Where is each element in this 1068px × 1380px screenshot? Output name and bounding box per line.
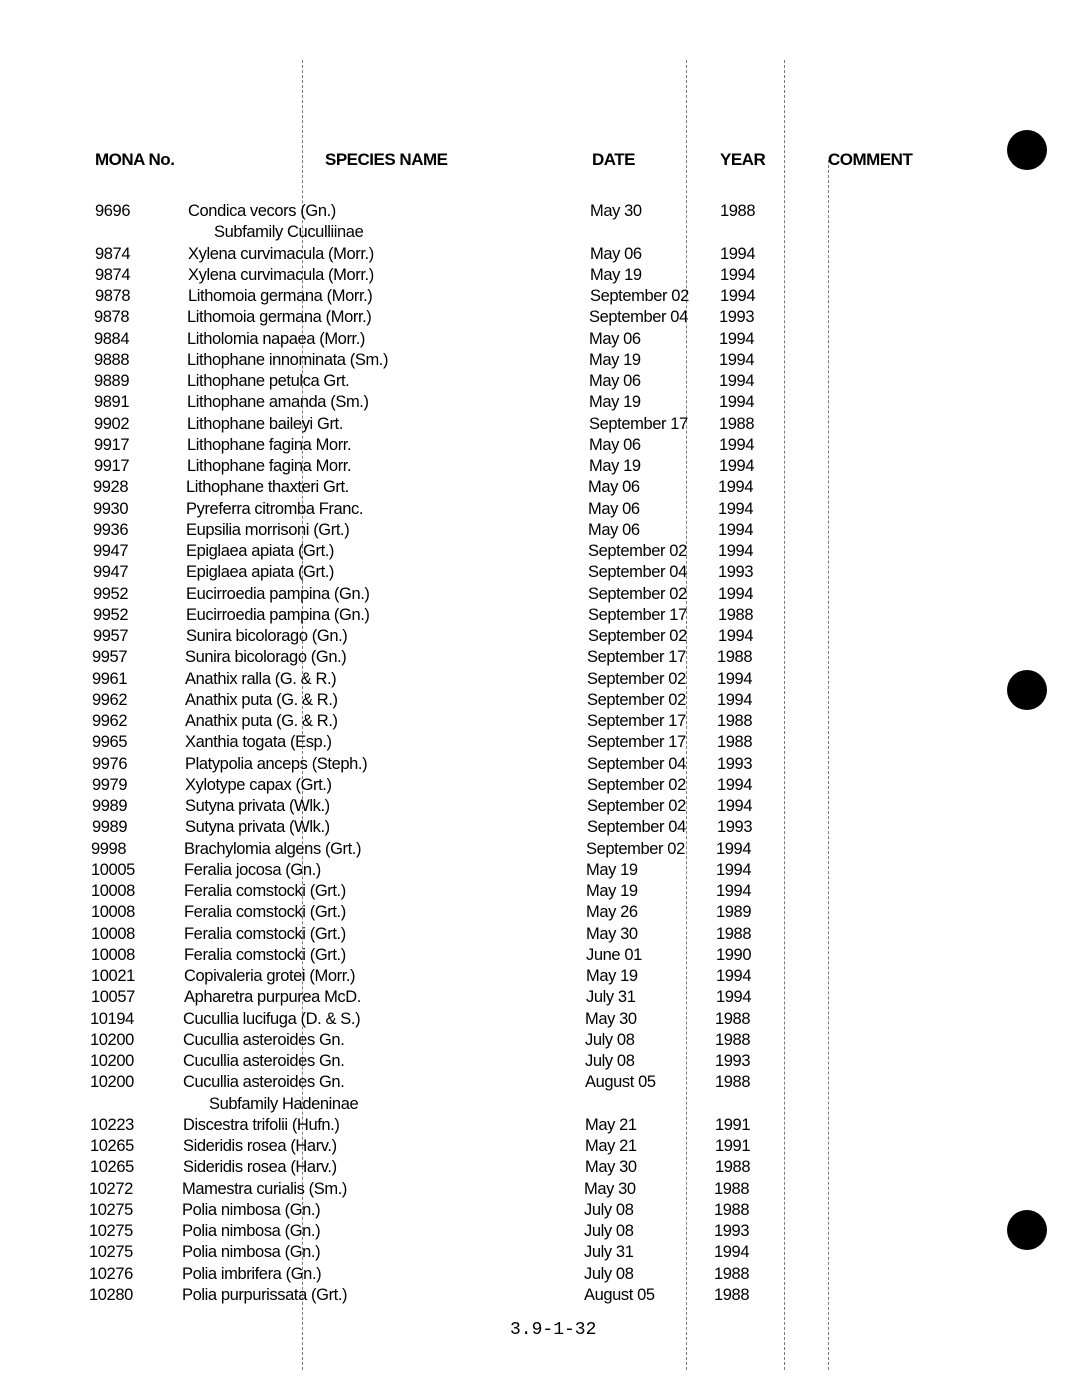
species-name: Feralia comstocki (Grt.) (184, 924, 346, 943)
species-name: Eucirroedia pampina (Gn.) (186, 584, 370, 603)
mona-number: 10276 (89, 1264, 133, 1283)
record-year: 1993 (718, 563, 754, 582)
table-row (0, 393, 1067, 415)
mona-number: 10265 (90, 1137, 134, 1155)
record-year: 1988 (714, 1264, 750, 1283)
record-year: 1991 (715, 1115, 751, 1134)
table-row (0, 1137, 1063, 1159)
table-row (0, 755, 1065, 777)
table-row (0, 1201, 1062, 1223)
record-year: 1993 (715, 1052, 751, 1070)
record-year: 1988 (714, 1200, 750, 1219)
record-year: 1994 (716, 882, 752, 900)
mona-number: 9930 (93, 499, 129, 518)
record-year: 1988 (717, 712, 753, 730)
record-date: May 19 (586, 860, 638, 879)
table-row (0, 1158, 1063, 1180)
mona-number: 10005 (91, 860, 135, 879)
species-name: Xylena curvimacula (Morr.) (188, 265, 374, 284)
table-row (0, 202, 1068, 224)
mona-number: 9962 (92, 690, 128, 709)
mona-number: 10008 (91, 945, 135, 964)
record-date: September 04 (587, 818, 686, 837)
mona-number: 9936 (93, 520, 129, 539)
species-name: Cucullia asteroides Gn. (183, 1030, 345, 1049)
species-name: Lithophane thaxteri Grt. (186, 478, 349, 497)
species-name: Discestra trifolii (Hufn.) (183, 1115, 340, 1134)
record-date: September 17 (587, 733, 686, 752)
table-row (0, 903, 1064, 925)
record-year: 1994 (717, 690, 753, 709)
record-date: May 21 (585, 1115, 637, 1134)
mona-number: 9965 (92, 733, 128, 752)
record-date: May 06 (590, 244, 642, 263)
record-year: 1988 (719, 414, 755, 433)
mona-number: 9998 (91, 839, 127, 858)
record-date: May 30 (584, 1179, 636, 1198)
mona-number: 10200 (90, 1030, 134, 1049)
table-row (0, 840, 1064, 862)
record-year: 1993 (719, 308, 755, 327)
species-name: Eucirroedia pampina (Gn.) (186, 605, 370, 624)
record-date: July 08 (584, 1264, 634, 1283)
mona-number: 9696 (95, 202, 131, 220)
record-date: September 17 (588, 605, 687, 624)
record-year: 1989 (716, 903, 752, 922)
mona-number: 10008 (91, 903, 135, 922)
mona-number: 10008 (91, 882, 135, 900)
record-date: September 04 (587, 754, 686, 773)
header-year: YEAR (720, 150, 766, 169)
species-name: Apharetra purpurea McD. (184, 988, 361, 1007)
mona-number: 9957 (92, 648, 128, 667)
species-name: Lithophane innominata (Sm.) (187, 350, 389, 369)
species-name: Condica vecors (Gn.) (188, 202, 336, 220)
table-row (0, 648, 1065, 670)
mona-number: 9947 (93, 542, 129, 560)
record-date: September 02 (587, 797, 686, 815)
table-row (0, 691, 1065, 713)
table-row (0, 245, 1068, 267)
record-date: May 30 (585, 1009, 637, 1028)
table-row (0, 351, 1067, 373)
mona-number: 9979 (92, 775, 128, 794)
table-row (0, 287, 1068, 309)
mona-number: 9878 (94, 308, 130, 327)
record-date: July 08 (584, 1200, 634, 1219)
record-year: 1994 (718, 520, 754, 539)
table-row (0, 308, 1067, 330)
mona-number: 9874 (95, 265, 131, 284)
record-date: September 02 (587, 775, 686, 794)
table-row (0, 266, 1068, 288)
mona-number: 9888 (94, 350, 130, 369)
record-date: September 17 (587, 648, 686, 667)
table-row (0, 478, 1066, 500)
species-name: Lithomoia germana (Morr.) (188, 287, 373, 305)
mona-number: 9957 (93, 627, 129, 645)
species-name: Lithophane fagina Morr. (187, 435, 352, 454)
mona-number: 9917 (94, 435, 130, 454)
record-date: May 06 (589, 329, 641, 348)
record-year: 1994 (717, 797, 753, 815)
species-name: Xylotype capax (Grt.) (185, 775, 332, 794)
record-year: 1988 (715, 1009, 751, 1028)
mona-number: 9989 (92, 797, 128, 815)
record-date: September 02 (588, 584, 687, 603)
table-row (0, 797, 1065, 819)
species-name: Sideridis rosea (Harv.) (183, 1158, 337, 1177)
species-name: Lithophane fagina Morr. (187, 457, 352, 475)
subfamily-label: Subfamily Cuculliinae (214, 223, 364, 242)
species-name: Anathix ralla (G. & R.) (185, 669, 337, 688)
record-year: 1988 (715, 1030, 751, 1049)
record-date: August 05 (585, 1073, 656, 1092)
mona-number: 10272 (89, 1179, 133, 1198)
subfamily-heading (0, 223, 1068, 245)
table-row (0, 627, 1066, 649)
table-row (0, 988, 1064, 1010)
record-date: July 08 (584, 1222, 634, 1240)
subfamily-heading (0, 1095, 1063, 1117)
mona-number: 9891 (94, 393, 130, 412)
mona-number: 10265 (90, 1158, 134, 1177)
record-date: September 02 (590, 287, 689, 305)
species-name: Feralia comstocki (Grt.) (184, 882, 346, 900)
table-row (0, 521, 1066, 543)
table-row (0, 818, 1065, 840)
record-date: July 08 (585, 1030, 635, 1049)
record-date: May 06 (588, 520, 640, 539)
species-name: Polia nimbosa (Gn.) (182, 1222, 321, 1240)
table-row (0, 457, 1067, 479)
header-mona-no: MONA No. (95, 150, 175, 169)
record-year: 1991 (715, 1137, 751, 1155)
species-name: Pyreferra citromba Franc. (186, 499, 364, 518)
table-row (0, 1010, 1063, 1032)
species-name: Brachylomia algens (Grt.) (184, 839, 362, 858)
mona-number: 10008 (91, 924, 135, 943)
record-year: 1994 (718, 499, 754, 518)
record-date: July 08 (585, 1052, 635, 1070)
mona-number: 10275 (89, 1200, 133, 1219)
record-year: 1994 (719, 350, 755, 369)
species-name: Epiglaea apiata (Grt.) (186, 563, 335, 582)
mona-number: 9989 (92, 818, 128, 837)
record-date: May 30 (590, 202, 642, 220)
record-year: 1994 (718, 542, 754, 560)
record-year: 1994 (718, 478, 754, 497)
table-row (0, 1052, 1063, 1074)
record-year: 1994 (714, 1243, 750, 1262)
record-date: May 21 (585, 1137, 637, 1155)
record-date: September 04 (588, 563, 687, 582)
record-year: 1988 (717, 648, 753, 667)
mona-number: 10280 (89, 1285, 133, 1304)
table-row (0, 1286, 1062, 1308)
record-year: 1993 (717, 754, 753, 773)
record-year: 1994 (716, 860, 752, 879)
record-date: September 17 (589, 414, 688, 433)
species-name: Sutyna privata (Wlk.) (185, 818, 330, 837)
species-name: Mamestra curialis (Sm.) (182, 1179, 347, 1198)
record-year: 1988 (716, 924, 752, 943)
record-year: 1988 (715, 1158, 751, 1177)
record-year: 1994 (716, 967, 752, 985)
species-name: Xanthia togata (Esp.) (185, 733, 332, 752)
record-year: 1994 (720, 287, 756, 305)
species-name: Polia nimbosa (Gn.) (182, 1200, 321, 1219)
record-date: May 30 (585, 1158, 637, 1177)
record-date: July 31 (584, 1243, 634, 1262)
species-name: Anathix puta (G. & R.) (185, 712, 338, 730)
record-year: 1994 (720, 244, 756, 263)
species-name: Platypolia anceps (Steph.) (185, 754, 368, 773)
table-row (0, 712, 1065, 734)
record-year: 1994 (718, 584, 754, 603)
record-year: 1988 (714, 1179, 750, 1198)
table-row (0, 500, 1066, 522)
mona-number: 9889 (94, 372, 130, 390)
mona-number: 9976 (92, 754, 128, 773)
record-year: 1994 (719, 393, 755, 412)
species-name: Copivaleria grotei (Morr.) (184, 967, 356, 985)
record-date: May 19 (589, 457, 641, 475)
table-row (0, 372, 1067, 394)
record-date: September 02 (586, 839, 685, 858)
record-date: September 02 (588, 627, 687, 645)
mona-number: 9961 (92, 669, 128, 688)
species-name: Sutyna privata (Wlk.) (185, 797, 330, 815)
record-year: 1994 (719, 457, 755, 475)
record-year: 1993 (714, 1222, 750, 1240)
header-comment: COMMENT (828, 150, 913, 169)
mona-number: 9884 (94, 329, 130, 348)
mona-number: 10275 (89, 1243, 133, 1262)
record-date: August 05 (584, 1285, 655, 1304)
record-year: 1988 (717, 733, 753, 752)
mona-number: 9917 (94, 457, 130, 475)
record-date: May 19 (586, 967, 638, 985)
species-name: Lithomoia germana (Morr.) (187, 308, 372, 327)
mona-number: 9902 (94, 414, 130, 433)
mona-number: 10057 (91, 988, 135, 1007)
table-row (0, 733, 1065, 755)
species-name: Epiglaea apiata (Grt.) (186, 542, 335, 560)
record-year: 1994 (719, 372, 755, 390)
record-year: 1988 (720, 202, 756, 220)
species-name: Lithophane petulca Grt. (187, 372, 350, 390)
record-year: 1993 (717, 818, 753, 837)
table-row (0, 585, 1066, 607)
species-name: Feralia comstocki (Grt.) (184, 945, 346, 964)
record-date: September 02 (587, 669, 686, 688)
record-date: September 02 (587, 690, 686, 709)
page-number: 3.9-1-32 (510, 1320, 597, 1340)
table-row (0, 563, 1066, 585)
species-name: Lithophane baileyi Grt. (187, 414, 343, 433)
table-row (0, 1031, 1063, 1053)
table-row (0, 1243, 1062, 1265)
record-date: May 19 (589, 350, 641, 369)
species-name: Sideridis rosea (Harv.) (183, 1137, 337, 1155)
mona-number: 10194 (90, 1009, 134, 1028)
species-name: Anathix puta (G. & R.) (185, 690, 338, 709)
subfamily-label: Subfamily Hadeninae (209, 1094, 359, 1113)
record-date: May 19 (590, 265, 642, 284)
mona-number: 10021 (91, 967, 135, 985)
table-row (0, 670, 1065, 692)
record-year: 1994 (716, 988, 752, 1007)
record-date: May 06 (588, 499, 640, 518)
record-year: 1994 (719, 435, 755, 454)
mona-number: 9928 (93, 478, 129, 497)
species-name: Feralia comstocki (Grt.) (184, 903, 346, 922)
table-row (0, 1265, 1062, 1287)
record-year: 1994 (718, 627, 754, 645)
mona-number: 10200 (90, 1073, 134, 1092)
record-year: 1990 (716, 945, 752, 964)
table-row (0, 1222, 1062, 1244)
mona-number: 10275 (89, 1222, 133, 1240)
record-date: May 26 (586, 903, 638, 922)
table-row (0, 967, 1064, 989)
record-date: May 19 (586, 882, 638, 900)
species-name: Polia purpurissata (Grt.) (182, 1285, 348, 1304)
table-row (0, 330, 1067, 352)
species-name: Lithophane amanda (Sm.) (187, 393, 369, 412)
mona-number: 9952 (93, 605, 129, 624)
table-row (0, 946, 1064, 968)
mona-number: 9952 (93, 584, 129, 603)
record-year: 1994 (717, 775, 753, 794)
record-date: July 31 (586, 988, 636, 1007)
table-row (0, 1073, 1063, 1095)
record-date: May 19 (589, 393, 641, 412)
record-date: June 01 (586, 945, 642, 964)
table-row (0, 436, 1067, 458)
mona-number: 9947 (93, 563, 129, 582)
record-year: 1988 (718, 605, 754, 624)
mona-number: 10200 (90, 1052, 134, 1070)
record-date: September 02 (588, 542, 687, 560)
mona-number: 9962 (92, 712, 128, 730)
record-date: September 17 (587, 712, 686, 730)
record-year: 1994 (716, 839, 752, 858)
species-name: Cucullia lucifuga (D. & S.) (183, 1009, 361, 1028)
table-row (0, 882, 1064, 904)
table-row (0, 1116, 1063, 1138)
record-date: May 06 (588, 478, 640, 497)
species-name: Cucullia asteroides Gn. (183, 1052, 345, 1070)
record-year: 1988 (715, 1073, 751, 1092)
table-row (0, 925, 1064, 947)
record-year: 1988 (714, 1285, 750, 1304)
record-year: 1994 (719, 329, 755, 348)
species-name: Xylena curvimacula (Morr.) (188, 244, 374, 263)
record-date: September 04 (589, 308, 688, 327)
header-species-name: SPECIES NAME (325, 150, 448, 169)
record-date: May 30 (586, 924, 638, 943)
mona-number: 9878 (95, 287, 131, 305)
table-row (0, 606, 1066, 628)
species-name: Cucullia asteroides Gn. (183, 1073, 345, 1092)
mona-number: 10223 (90, 1115, 134, 1134)
record-year: 1994 (717, 669, 753, 688)
species-name: Sunira bicolorago (Gn.) (185, 648, 347, 667)
table-row (0, 776, 1065, 798)
table-row (0, 1180, 1062, 1202)
species-name: Litholomia napaea (Morr.) (187, 329, 366, 348)
mona-number: 9874 (95, 244, 131, 263)
table-row (0, 542, 1066, 564)
record-year: 1994 (720, 265, 756, 284)
species-name: Eupsilia morrisoni (Grt.) (186, 520, 350, 539)
header-date: DATE (592, 150, 636, 169)
record-date: May 06 (589, 435, 641, 454)
table-row (0, 415, 1067, 437)
table-row (0, 861, 1064, 883)
species-name: Sunira bicolorago (Gn.) (186, 627, 348, 645)
species-name: Polia nimbosa (Gn.) (182, 1243, 321, 1262)
record-date: May 06 (589, 372, 641, 390)
species-name: Feralia jocosa (Gn.) (184, 860, 321, 879)
species-name: Polia imbrifera (Gn.) (182, 1264, 322, 1283)
